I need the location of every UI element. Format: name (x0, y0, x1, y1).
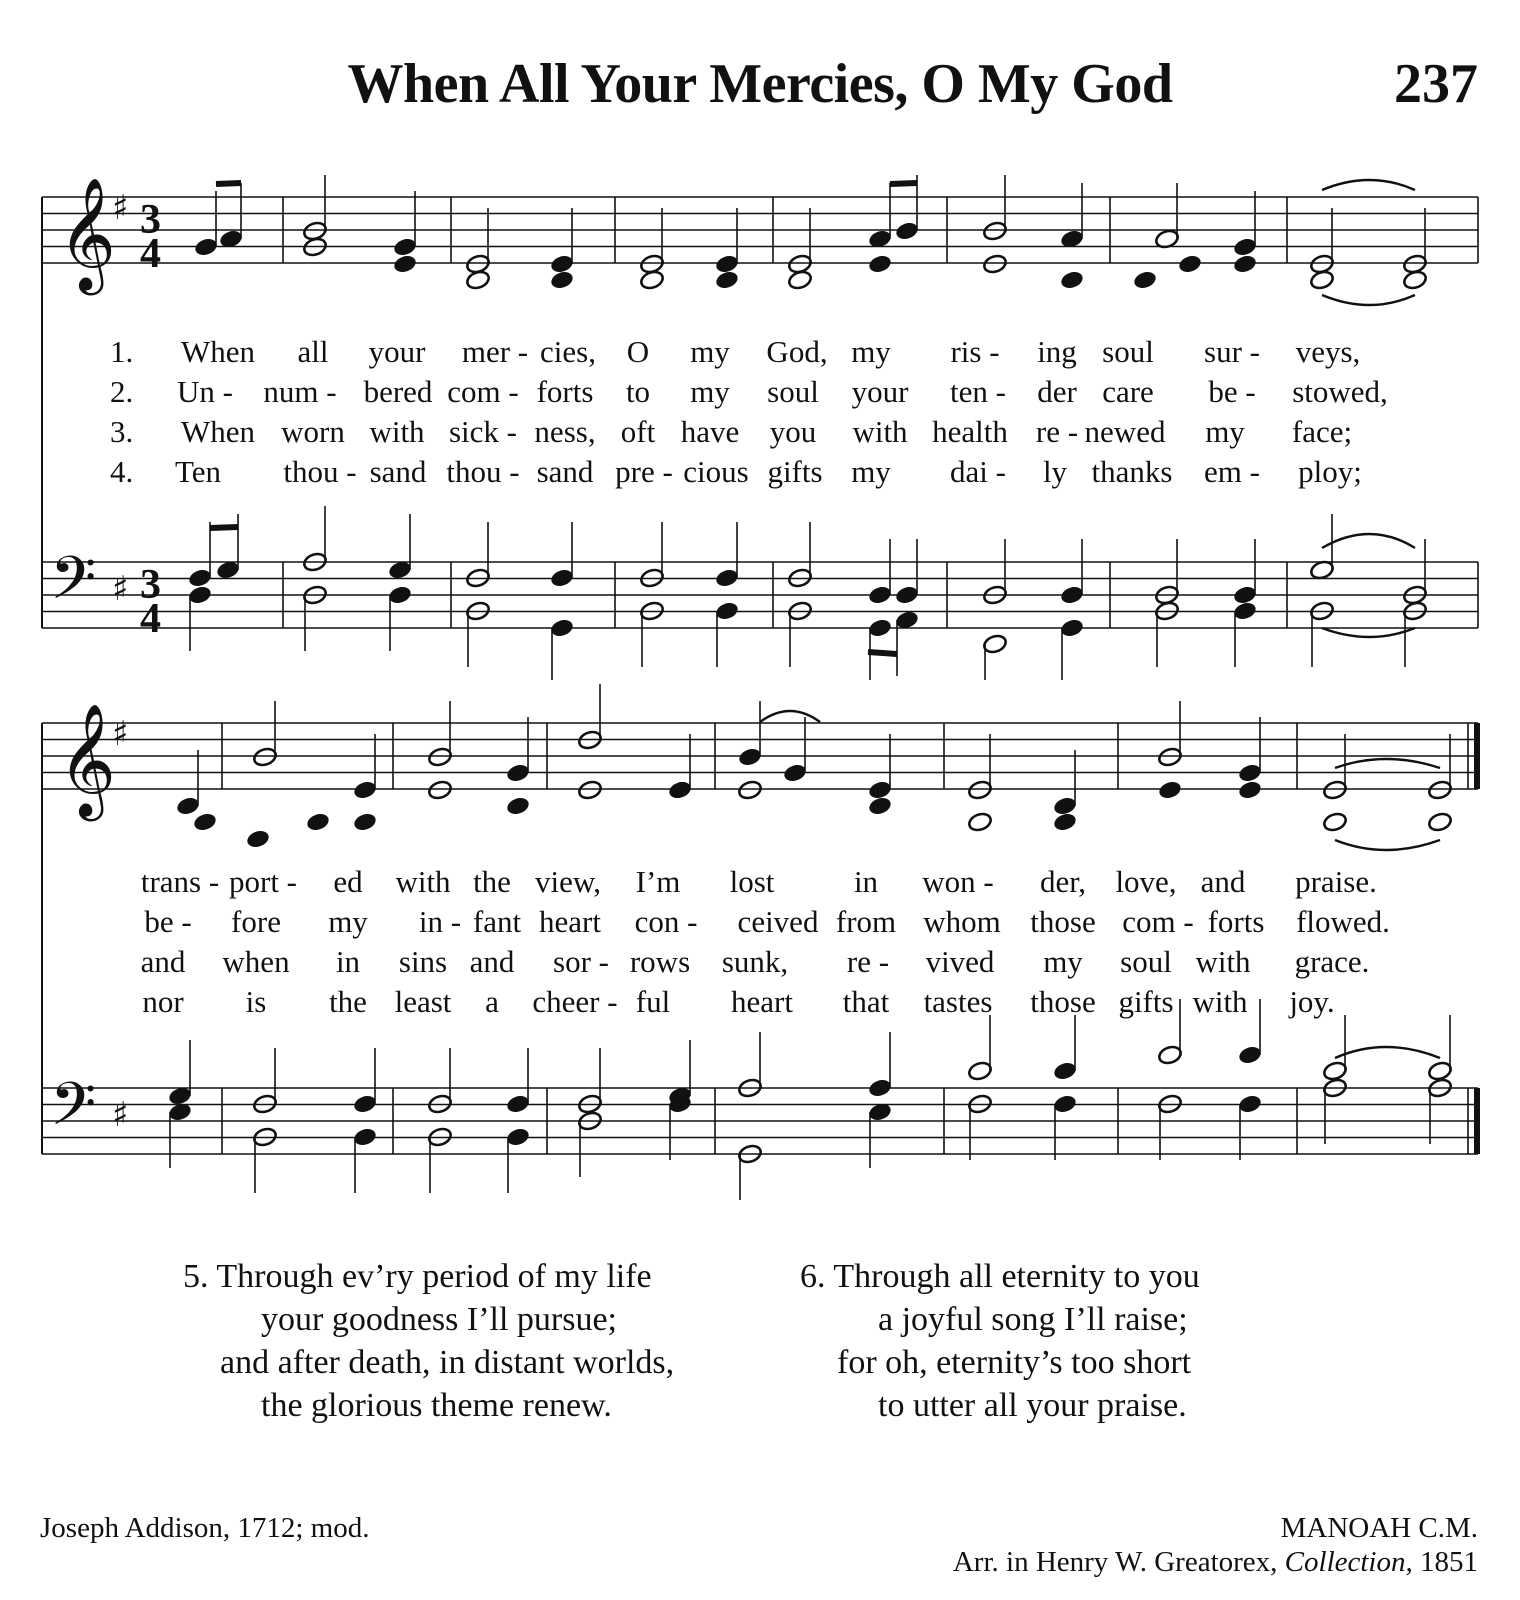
tie (760, 711, 820, 722)
tie (1322, 295, 1415, 305)
beam (216, 183, 241, 184)
quarter-note (1232, 600, 1258, 622)
quarter-note (867, 779, 893, 801)
quarter-note (1237, 1093, 1263, 1115)
verse-number: 4. (110, 454, 134, 489)
system2-lyrics (0, 864, 1520, 1044)
key-signature-sharp: ♯ (112, 714, 129, 754)
quarter-note (867, 1077, 893, 1099)
stanza-number: 5. (183, 1258, 209, 1295)
half-note (967, 779, 993, 801)
stanza-6: 6. Through all eternity to you a joyful song I’ll raise; for oh, eternity’s too short to utter all your praise. (800, 1258, 1200, 1424)
beam (868, 652, 897, 654)
quarter-note (352, 779, 378, 801)
quarter-note (1232, 253, 1258, 275)
quarter-note (1059, 269, 1085, 291)
stanza-number: 6. (800, 1258, 826, 1295)
quarter-note (192, 811, 218, 833)
quarter-note (187, 584, 213, 606)
verse-number: 2. (110, 374, 134, 409)
half-note (1402, 269, 1428, 291)
arranger-credit: Arr. in Henry W. Greatorex, Collection, 1851 (952, 1546, 1478, 1578)
half-note (1427, 811, 1453, 833)
treble-clef-icon: 𝄞 (58, 703, 116, 817)
quarter-note (505, 1093, 531, 1115)
half-note (787, 269, 813, 291)
quarter-note (1132, 269, 1158, 291)
quarter-note (193, 236, 219, 258)
lyric-line-1: 1. When all your mer - cies, O my God, my ris - ing soul sur - veys, (110, 334, 1361, 369)
quarter-note (1059, 584, 1085, 606)
half-note (1427, 779, 1453, 801)
quarter-note (392, 236, 418, 258)
quarter-note (714, 600, 740, 622)
quarter-note (505, 1126, 531, 1148)
tie (1322, 180, 1415, 190)
half-note (982, 633, 1008, 655)
quarter-note (175, 795, 201, 817)
tie (1322, 628, 1415, 637)
beam (210, 527, 238, 528)
quarter-note (305, 811, 331, 833)
half-note (1427, 1060, 1453, 1082)
treble-clef-icon: 𝄞 (58, 177, 116, 291)
quarter-note (1237, 779, 1263, 801)
key-signature-sharp: ♯ (112, 569, 129, 609)
quarter-note (549, 269, 575, 291)
time-signature: 4 (140, 596, 161, 642)
lyric-line-3: 3. When worn with sick - ness, oft have you with health re - newed my face; (110, 414, 1353, 449)
quarter-note (352, 811, 378, 833)
tie (1322, 534, 1415, 548)
time-signature: 3 (140, 197, 161, 243)
half-note (465, 269, 491, 291)
lyric-line-2: 2. Un - num - bered com - forts to my soul your ten - der care be - stowed, (110, 374, 1388, 409)
lyric-line-3: and when in sins and sor - rows sunk, re - vived my soul with grace. (140, 944, 1370, 979)
quarter-note (1232, 236, 1258, 258)
half-note (982, 253, 1008, 275)
quarter-note (505, 795, 531, 817)
lyric-line-1: trans - port - ed with the view, I’m lost in won - der, love, and praise. (140, 864, 1377, 899)
tie (1335, 1047, 1440, 1058)
quarter-note (667, 779, 693, 801)
half-note (252, 746, 278, 768)
quarter-note (714, 269, 740, 291)
half-note (1309, 269, 1335, 291)
tie (1335, 840, 1440, 850)
quarter-note (549, 253, 575, 275)
system1-lyrics (0, 334, 1520, 514)
quarter-note (187, 567, 213, 589)
quarter-note (867, 617, 893, 639)
quarter-note (392, 253, 418, 275)
quarter-note (737, 746, 763, 768)
quarter-note (549, 567, 575, 589)
quarter-note (245, 828, 271, 850)
quarter-note (505, 762, 531, 784)
stanza-5: 5. Through ev’ry period of my life your goodness I’ll pursue; and after death, in distant worlds, the glorious theme renew. (183, 1258, 675, 1424)
half-note (1322, 779, 1348, 801)
quarter-note (1052, 811, 1078, 833)
quarter-note (714, 253, 740, 275)
lyric-line-4: nor is the least a cheer - ful heart that tastes those gifts with joy. (142, 984, 1335, 1019)
quarter-note (549, 617, 575, 639)
hymn-title: When All Your Mercies, O My God (347, 53, 1173, 115)
quarter-note (894, 220, 920, 242)
lyric-line-4: 4. Ten thou - sand thou - sand pre - cious gifts my dai - ly thanks em - ploy; (110, 454, 1362, 489)
quarter-note (1237, 762, 1263, 784)
quarter-note (1177, 253, 1203, 275)
quarter-note (1157, 779, 1183, 801)
quarter-note (894, 584, 920, 606)
half-note (737, 779, 763, 801)
quarter-note (867, 584, 893, 606)
quarter-note (387, 584, 413, 606)
half-note (577, 779, 603, 801)
quarter-note (782, 762, 808, 784)
quarter-note (352, 1093, 378, 1115)
quarter-note (352, 1126, 378, 1148)
bass-clef-icon: 𝄢 (50, 543, 97, 627)
key-signature-sharp: ♯ (112, 1095, 129, 1135)
half-note (967, 1060, 993, 1082)
tie (1335, 759, 1440, 768)
additional-stanzas (0, 1255, 1520, 1435)
half-note (967, 811, 993, 833)
quarter-note (1052, 1093, 1078, 1115)
time-signature: 3 (140, 562, 161, 608)
quarter-note (867, 253, 893, 275)
key-signature-sharp: ♯ (112, 188, 129, 228)
time-signature: 4 (140, 231, 161, 277)
tune-name: MANOAH C.M. (1280, 1512, 1478, 1544)
half-note (1157, 1044, 1183, 1066)
quarter-note (1052, 1060, 1078, 1082)
quarter-note (867, 795, 893, 817)
bass-clef-icon: 𝄢 (50, 1069, 97, 1153)
hymn-number: 237 (1394, 53, 1478, 115)
half-note (639, 269, 665, 291)
half-note (1157, 746, 1183, 768)
beam (890, 183, 917, 184)
verse-number: 3. (110, 414, 134, 449)
quarter-note (1059, 617, 1085, 639)
half-note (1322, 1060, 1348, 1082)
quarter-note (1232, 584, 1258, 606)
half-note (427, 746, 453, 768)
half-note (427, 779, 453, 801)
author-credit: Joseph Addison, 1712; mod. (40, 1512, 370, 1544)
quarter-note (1237, 1044, 1263, 1066)
lyric-line-2: be - fore my in - fant heart con - ceived from whom those com - forts flowed. (144, 904, 1390, 939)
verse-number: 1. (110, 334, 134, 369)
quarter-note (714, 567, 740, 589)
quarter-note (1052, 795, 1078, 817)
half-note (1322, 811, 1348, 833)
half-note (982, 220, 1008, 242)
